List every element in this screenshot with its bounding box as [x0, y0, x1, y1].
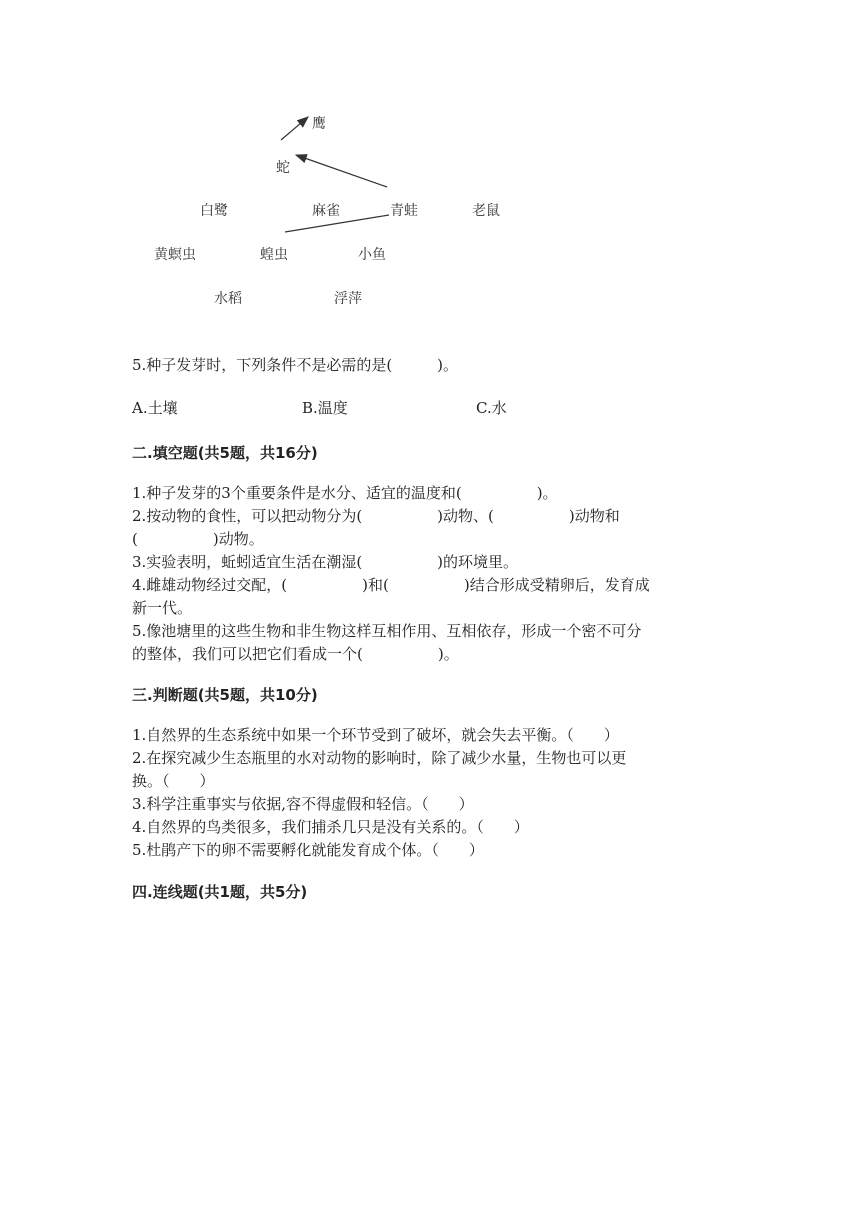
section-3-line: 3.科学注重事实与依据,容不得虚假和轻信。（ ）: [132, 795, 474, 813]
section-3-line: 1.自然界的生态系统中如果一个环节受到了破坏，就会失去平衡。（ ）: [132, 726, 619, 744]
food-web-arrows: [0, 0, 860, 330]
section-2-line: 的整体，我们可以把它们看成一个( )。: [132, 645, 459, 663]
option-b: B.温度: [302, 399, 348, 417]
node-locust: 蝗虫: [260, 247, 288, 263]
arrow-snake-to-eagle: [281, 117, 308, 140]
node-fish: 小鱼: [358, 247, 386, 263]
section-3-line: 2.在探究减少生态瓶里的水对动物的影响时，除了减少水量，生物也可以更: [132, 749, 627, 767]
section-2-line: 2.按动物的食性，可以把动物分为( )动物、( )动物和: [132, 507, 620, 525]
section-2-line: 5.像池塘里的这些生物和非生物这样互相作用、互相依存，形成一个密不可分: [132, 622, 642, 640]
node-frog: 青蛙: [390, 203, 418, 219]
node-egret: 白鹭: [200, 203, 228, 219]
section-2-line: 新一代。: [132, 599, 193, 617]
node-sparrow: 麻雀: [312, 203, 340, 219]
section-4-title: 四.连线题(共1题，共5分): [132, 883, 308, 901]
food-web-diagram: [0, 0, 860, 330]
node-eagle: 鹰: [312, 116, 326, 132]
question-5-stem: 5.种子发芽时，下列条件不是必需的是( )。: [132, 356, 459, 374]
node-snake: 蛇: [276, 160, 290, 176]
node-rice: 水稻: [214, 291, 242, 307]
node-duckweed: 浮萍: [334, 291, 362, 307]
section-3-line: 5.杜鹃产下的卵不需要孵化就能发育成个体。（ ）: [132, 841, 484, 859]
section-2-line: 4.雌雄动物经过交配，( )和( )结合形成受精卵后，发育成: [132, 576, 650, 594]
section-3-line: 4.自然界的鸟类很多，我们捕杀几只是没有关系的。（ ）: [132, 818, 529, 836]
section-2-line: 3.实验表明，蚯蚓适宜生活在潮湿( )的环境里。: [132, 553, 519, 571]
section-2-line: 1.种子发芽的3个重要条件是水分、适宜的温度和( )。: [132, 484, 558, 502]
section-2-line: ( )动物。: [132, 530, 264, 548]
section-3-title: 三.判断题(共5题，共10分): [132, 686, 318, 704]
option-a: A.土壤: [132, 399, 178, 417]
option-c: C.水: [476, 399, 507, 417]
node-mantis: 黄螟虫: [154, 247, 196, 263]
arrow-frog-to-snake: [296, 155, 387, 187]
section-3-line: 换。（ ）: [132, 772, 215, 790]
node-mouse: 老鼠: [472, 203, 500, 219]
section-2-title: 二.填空题(共5题，共16分): [132, 444, 318, 462]
